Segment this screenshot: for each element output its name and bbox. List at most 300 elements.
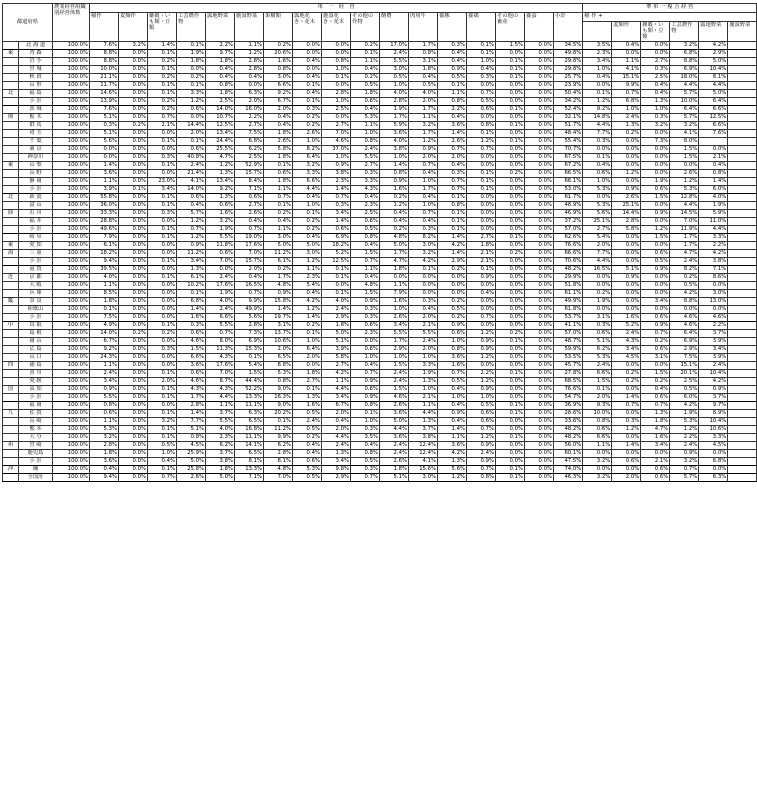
prefecture-name: 富 山	[19, 202, 53, 210]
table-cell: 2.6%	[670, 170, 699, 178]
table-cell: 0.0%	[641, 130, 670, 138]
table-cell: 0.1%	[496, 58, 525, 66]
table-cell: 0.0%	[496, 114, 525, 122]
table-cell: 0.0%	[322, 42, 351, 50]
table-cell: 0.0%	[525, 90, 554, 98]
table-cell: 34.5%	[554, 42, 583, 50]
region-label	[3, 58, 19, 66]
table-cell: 6.6%	[699, 122, 728, 130]
header-multi-col: 施設野菜	[728, 22, 757, 42]
prefecture-name: 長 野	[19, 170, 53, 178]
table-cell: 17.6%	[206, 282, 235, 290]
table-cell: 1.1%	[438, 90, 467, 98]
table-cell: 0.0%	[148, 242, 177, 250]
table-cell: 0.1%	[293, 210, 322, 218]
table-cell: 0.0%	[525, 186, 554, 194]
table-cell: 0.3%	[351, 306, 380, 314]
table-cell: 0.0%	[496, 346, 525, 354]
table-cell: 2.0%	[235, 98, 264, 106]
table-cell: 6.4%	[670, 330, 699, 338]
table-cell: 4.3%	[351, 186, 380, 194]
table-cell: 1.5%	[235, 370, 264, 378]
table-cell: 0.7%	[322, 194, 351, 202]
table-cell: 0.1%	[177, 42, 206, 50]
table-cell: 6.2%	[206, 442, 235, 450]
table-cell: 0.1%	[496, 434, 525, 442]
table-cell: 6.3%	[699, 474, 728, 482]
table-cell: 7.9%	[90, 234, 119, 242]
table-cell: 49.9%	[235, 306, 264, 314]
prefecture-name: 鹿児島	[19, 450, 53, 458]
table-cell: 2.5%	[351, 210, 380, 218]
table-cell: 0.0%	[148, 338, 177, 346]
table-cell: 100.0%	[53, 330, 90, 338]
table-cell: 8.2%	[409, 234, 438, 242]
table-row	[3, 82, 757, 90]
region-label	[3, 370, 19, 378]
table-cell: 2.4%	[612, 114, 641, 122]
region-label: 近	[3, 274, 19, 282]
table-cell: 0.0%	[583, 146, 612, 154]
table-cell: 5.3%	[670, 186, 699, 194]
table-cell: 5.1%	[90, 114, 119, 122]
table-cell: 11.9%	[670, 226, 699, 234]
table-cell: 0.1%	[148, 162, 177, 170]
prefecture-name: 縄	[19, 466, 53, 474]
table-cell: 4.0%	[322, 298, 351, 306]
table-cell: 0.0%	[119, 218, 148, 226]
table-cell: 1.0%	[467, 394, 496, 402]
table-cell: 2.0%	[293, 354, 322, 362]
table-row	[3, 138, 757, 146]
table-cell: 0.2%	[496, 250, 525, 258]
table-cell: 70.7%	[554, 146, 583, 154]
table-cell: 0.2%	[612, 370, 641, 378]
table-cell: 0.0%	[148, 362, 177, 370]
table-cell: 0.1%	[148, 274, 177, 282]
table-cell: 1.7%	[380, 250, 409, 258]
table-cell: 0.0%	[525, 306, 554, 314]
table-cell: 15.1%	[612, 74, 641, 82]
table-cell: 0.0%	[612, 250, 641, 258]
table-cell: 0.0%	[525, 194, 554, 202]
table-cell: 70.6%	[554, 258, 583, 266]
table-cell	[728, 50, 757, 58]
table-cell: 0.0%	[641, 162, 670, 170]
prefecture-name: 埼 玉	[19, 130, 53, 138]
region-label	[3, 282, 19, 290]
table-cell: 52.4%	[554, 106, 583, 114]
table-cell: 5.2%	[322, 250, 351, 258]
table-cell	[728, 66, 757, 74]
table-cell: 5.3%	[583, 186, 612, 194]
table-cell: 0.1%	[148, 82, 177, 90]
table-cell: 54.7%	[554, 394, 583, 402]
region-label	[3, 354, 19, 362]
region-label	[3, 306, 19, 314]
table-row	[3, 426, 757, 434]
table-cell: 0.6%	[641, 466, 670, 474]
table-cell: 68.5%	[554, 378, 583, 386]
table-cell: 5.5%	[206, 322, 235, 330]
table-cell: 0.4%	[351, 242, 380, 250]
table-cell: 5.1%	[583, 338, 612, 346]
table-cell: 61.1%	[554, 290, 583, 298]
table-cell: 0.0%	[119, 162, 148, 170]
table-cell: 56.0%	[554, 442, 583, 450]
table-cell: 4.5%	[699, 442, 728, 450]
table-cell: 8.8%	[90, 50, 119, 58]
table-cell: 1.9%	[670, 410, 699, 418]
table-cell: 4.1%	[177, 178, 206, 186]
table-cell: 4.8%	[264, 282, 293, 290]
header-single-col: 雑穀・いも類・豆類	[148, 13, 177, 42]
table-cell: 0.7%	[177, 226, 206, 234]
header-multi-group: 準 単 一 複 合 経 営	[583, 4, 757, 13]
table-cell: 0.2%	[670, 274, 699, 282]
table-row	[3, 386, 757, 394]
table-cell: 0.0%	[496, 242, 525, 250]
table-cell: 27.8%	[554, 370, 583, 378]
table-cell: 0.0%	[467, 322, 496, 330]
table-cell: 1.5%	[351, 250, 380, 258]
table-row	[3, 186, 757, 194]
table-cell: 0.6%	[641, 250, 670, 258]
table-cell: 3.4%	[612, 346, 641, 354]
table-cell: 28.6%	[554, 410, 583, 418]
table-cell: 100.0%	[53, 74, 90, 82]
table-cell: 16.8%	[235, 426, 264, 434]
table-cell: 39.5%	[90, 266, 119, 274]
table-cell	[728, 82, 757, 90]
table-cell: 2.4%	[380, 442, 409, 450]
table-cell: 0.2%	[148, 74, 177, 82]
table-cell	[728, 290, 757, 298]
table-cell: 3.6%	[438, 442, 467, 450]
table-cell: 4.9%	[90, 322, 119, 330]
table-cell: 0.0%	[467, 194, 496, 202]
table-cell: 0.2%	[293, 218, 322, 226]
table-cell: 4.6%	[699, 314, 728, 322]
table-cell: 0.8%	[206, 82, 235, 90]
region-label: 海	[3, 250, 19, 258]
table-cell: 2.6%	[612, 194, 641, 202]
table-cell: 0.1%	[496, 474, 525, 482]
table-cell: 4.5%	[612, 354, 641, 362]
table-cell: 100.0%	[53, 178, 90, 186]
table-cell: 0.0%	[148, 298, 177, 306]
table-cell	[728, 346, 757, 354]
table-cell	[728, 258, 757, 266]
table-cell: 2.7%	[583, 226, 612, 234]
table-row	[3, 202, 757, 210]
table-cell: 1.0%	[380, 306, 409, 314]
table-cell: 0.0%	[496, 298, 525, 306]
prefecture-name: 岡 山	[19, 338, 53, 346]
table-cell: 5.4%	[293, 282, 322, 290]
table-cell: 0.1%	[148, 386, 177, 394]
table-cell: 10.2%	[177, 282, 206, 290]
table-cell: 0.0%	[670, 162, 699, 170]
table-cell: 100.0%	[53, 362, 90, 370]
table-cell: 2.0%	[177, 130, 206, 138]
table-cell: 12.5%	[206, 122, 235, 130]
prefecture-name: 神奈川	[19, 154, 53, 162]
table-cell: 3.4%	[641, 298, 670, 306]
table-cell: 0.1%	[467, 42, 496, 50]
table-cell	[728, 186, 757, 194]
table-cell	[728, 226, 757, 234]
table-cell: 8.2%	[670, 266, 699, 274]
table-cell: 2.1%	[699, 154, 728, 162]
table-cell: 1.0%	[409, 354, 438, 362]
table-cell: 10.4%	[699, 370, 728, 378]
table-cell: 0.0%	[119, 370, 148, 378]
table-cell: 0.0%	[496, 306, 525, 314]
table-cell: 0.9%	[641, 210, 670, 218]
table-cell: 1.5%	[496, 42, 525, 50]
table-cell: 5.5%	[409, 330, 438, 338]
prefecture-name: 香 川	[19, 370, 53, 378]
table-cell: 0.0%	[119, 234, 148, 242]
table-cell: 0.2%	[438, 314, 467, 322]
table-cell: 2.2%	[438, 106, 467, 114]
table-cell: 5.5%	[206, 234, 235, 242]
table-cell: 5.6%	[90, 138, 119, 146]
table-cell: 1.0%	[612, 106, 641, 114]
prefecture-name: 千 葉	[19, 138, 53, 146]
table-cell: 61.7%	[554, 194, 583, 202]
table-cell: 0.5%	[467, 402, 496, 410]
table-cell	[728, 274, 757, 282]
table-cell: 0.0%	[438, 282, 467, 290]
table-cell: 1.2%	[612, 426, 641, 434]
table-cell: 0.0%	[322, 282, 351, 290]
region-label	[3, 378, 19, 386]
region-label	[3, 138, 19, 146]
table-cell: 100.0%	[53, 122, 90, 130]
table-cell: 4.3%	[206, 386, 235, 394]
table-cell: 5.9%	[699, 210, 728, 218]
table-cell: 0.0%	[525, 122, 554, 130]
table-cell: 0.7%	[351, 370, 380, 378]
table-cell: 2.2%	[206, 42, 235, 50]
table-cell: 49.6%	[90, 226, 119, 234]
table-cell: 3.3%	[699, 234, 728, 242]
table-cell: 2.5%	[206, 98, 235, 106]
region-label	[3, 170, 19, 178]
table-row	[3, 338, 757, 346]
table-cell: 4.4%	[322, 386, 351, 394]
table-cell	[728, 266, 757, 274]
table-cell: 3.7%	[699, 330, 728, 338]
table-cell: 3.2%	[90, 434, 119, 442]
table-cell: 0.0%	[119, 450, 148, 458]
table-cell: 100.0%	[53, 266, 90, 274]
table-cell: 3.6%	[177, 362, 206, 370]
table-cell: 25.8%	[177, 466, 206, 474]
table-cell: 0.0%	[119, 378, 148, 386]
table-cell: 5.5%	[351, 154, 380, 162]
table-cell: 7.1%	[699, 266, 728, 274]
table-cell: 1.0%	[409, 178, 438, 186]
table-cell: 5.3%	[583, 202, 612, 210]
table-cell: 2.4%	[612, 330, 641, 338]
table-cell: 10.0%	[90, 66, 119, 74]
table-cell: 7.7%	[177, 418, 206, 426]
table-cell: 5.8%	[322, 354, 351, 362]
table-cell: 0.0%	[641, 274, 670, 282]
table-cell: 100.0%	[53, 50, 90, 58]
table-cell: 2.4%	[699, 362, 728, 370]
table-cell: 0.0%	[496, 282, 525, 290]
table-cell: 3.4%	[699, 346, 728, 354]
table-cell: 0.2%	[612, 130, 641, 138]
table-cell	[728, 338, 757, 346]
table-cell: 1.0%	[409, 202, 438, 210]
table-cell: 1.4%	[264, 306, 293, 314]
table-cell: 8.2%	[293, 146, 322, 154]
table-cell: 1.9%	[583, 298, 612, 306]
table-cell: 0.4%	[177, 202, 206, 210]
table-cell: 0.0%	[119, 362, 148, 370]
table-cell: 0.4%	[409, 74, 438, 82]
table-cell: 2.8%	[612, 218, 641, 226]
prefecture-name: 大 阪	[19, 282, 53, 290]
table-cell: 3.2%	[409, 250, 438, 258]
table-cell: 2.5%	[641, 74, 670, 82]
table-cell: 0.0%	[525, 410, 554, 418]
table-cell: 3.4%	[177, 258, 206, 266]
table-cell: 0.0%	[525, 50, 554, 58]
table-cell: 0.6%	[264, 170, 293, 178]
table-cell: 1.1%	[351, 122, 380, 130]
table-cell: 0.1%	[322, 74, 351, 82]
table-cell: 2.0%	[612, 474, 641, 482]
table-cell: 18.2%	[90, 250, 119, 258]
table-cell: 14.4%	[177, 122, 206, 130]
table-cell: 11.7%	[90, 82, 119, 90]
table-cell: 100.0%	[53, 290, 90, 298]
region-label	[3, 178, 19, 186]
table-cell: 7.0%	[322, 130, 351, 138]
table-cell: 4.6%	[322, 138, 351, 146]
table-cell: 1.4%	[612, 394, 641, 402]
table-row	[3, 74, 757, 82]
table-cell: 1.0%	[380, 354, 409, 362]
table-cell: 1.3%	[641, 98, 670, 106]
table-cell	[728, 242, 757, 250]
table-cell: 67.2%	[554, 162, 583, 170]
table-cell: 1.3%	[409, 378, 438, 386]
table-cell	[728, 314, 757, 322]
table-cell: 0.6%	[467, 106, 496, 114]
table-cell: 0.7%	[467, 426, 496, 434]
table-cell: 0.1%	[496, 410, 525, 418]
table-row	[3, 378, 757, 386]
table-cell: 0.0%	[119, 226, 148, 234]
table-cell: 14.6%	[90, 90, 119, 98]
table-cell: 1.8%	[641, 418, 670, 426]
table-cell: 1.8%	[322, 322, 351, 330]
table-cell: 0.0%	[496, 442, 525, 450]
table-cell: 0.1%	[148, 194, 177, 202]
prefecture-name: 東 京	[19, 146, 53, 154]
table-cell: 1.8%	[90, 450, 119, 458]
table-cell: 1.5%	[641, 370, 670, 378]
table-cell: 0.0%	[496, 458, 525, 466]
table-cell: 0.0%	[612, 258, 641, 266]
table-cell: 0.4%	[409, 306, 438, 314]
table-cell: 6.4%	[293, 154, 322, 162]
table-cell: 0.0%	[496, 418, 525, 426]
table-cell: 1.4%	[177, 306, 206, 314]
table-cell: 21.4%	[177, 170, 206, 178]
table-row	[3, 322, 757, 330]
table-cell: 0.1%	[177, 290, 206, 298]
table-cell: 2.4%	[670, 442, 699, 450]
table-cell: 100.0%	[53, 138, 90, 146]
table-cell: 25.9%	[177, 450, 206, 458]
table-cell: 0.8%	[438, 202, 467, 210]
table-cell: 100.0%	[53, 314, 90, 322]
table-cell: 7.3%	[641, 138, 670, 146]
table-cell: 0.0%	[525, 266, 554, 274]
table-cell: 1.6%	[264, 58, 293, 66]
table-cell: 0.0%	[177, 114, 206, 122]
table-cell: 0.0%	[641, 450, 670, 458]
header-single-col: 稲作	[90, 13, 119, 42]
table-cell: 0.0%	[467, 114, 496, 122]
table-cell: 0.6%	[322, 226, 351, 234]
table-cell: 0.9%	[264, 290, 293, 298]
table-cell: 2.0%	[409, 346, 438, 354]
table-cell: 3.2%	[206, 218, 235, 226]
table-cell: 0.3%	[583, 138, 612, 146]
table-cell: 4.6%	[177, 338, 206, 346]
table-cell: 62.6%	[554, 234, 583, 242]
table-cell: 100.0%	[53, 258, 90, 266]
table-row	[3, 410, 757, 418]
table-cell: 2.3%	[293, 274, 322, 282]
table-cell: 0.7%	[467, 90, 496, 98]
table-row	[3, 274, 757, 282]
table-cell: 100.0%	[53, 450, 90, 458]
table-cell: 0.1%	[467, 178, 496, 186]
table-cell: 0.0%	[641, 218, 670, 226]
table-cell: 100.0%	[53, 250, 90, 258]
table-cell: 5.5%	[206, 418, 235, 426]
table-cell: 0.6%	[641, 474, 670, 482]
header-multi-sub: 稲 作 +	[583, 13, 757, 22]
region-label	[3, 258, 19, 266]
table-cell: 11.2%	[264, 426, 293, 434]
table-cell: 0.7%	[438, 178, 467, 186]
table-cell: 46.9%	[554, 210, 583, 218]
table-cell: 0.0%	[119, 466, 148, 474]
table-cell: 1.2%	[467, 434, 496, 442]
table-cell: 5.7%	[670, 474, 699, 482]
table-cell: 0.4%	[293, 58, 322, 66]
table-cell: 3.3%	[293, 170, 322, 178]
table-cell: 0.0%	[119, 314, 148, 322]
table-cell: 14.0%	[177, 186, 206, 194]
table-cell: 9.3%	[583, 402, 612, 410]
table-cell: 1.2%	[177, 218, 206, 226]
table-cell: 0.6%	[438, 330, 467, 338]
table-cell: 1.0%	[293, 338, 322, 346]
table-row	[3, 194, 757, 202]
